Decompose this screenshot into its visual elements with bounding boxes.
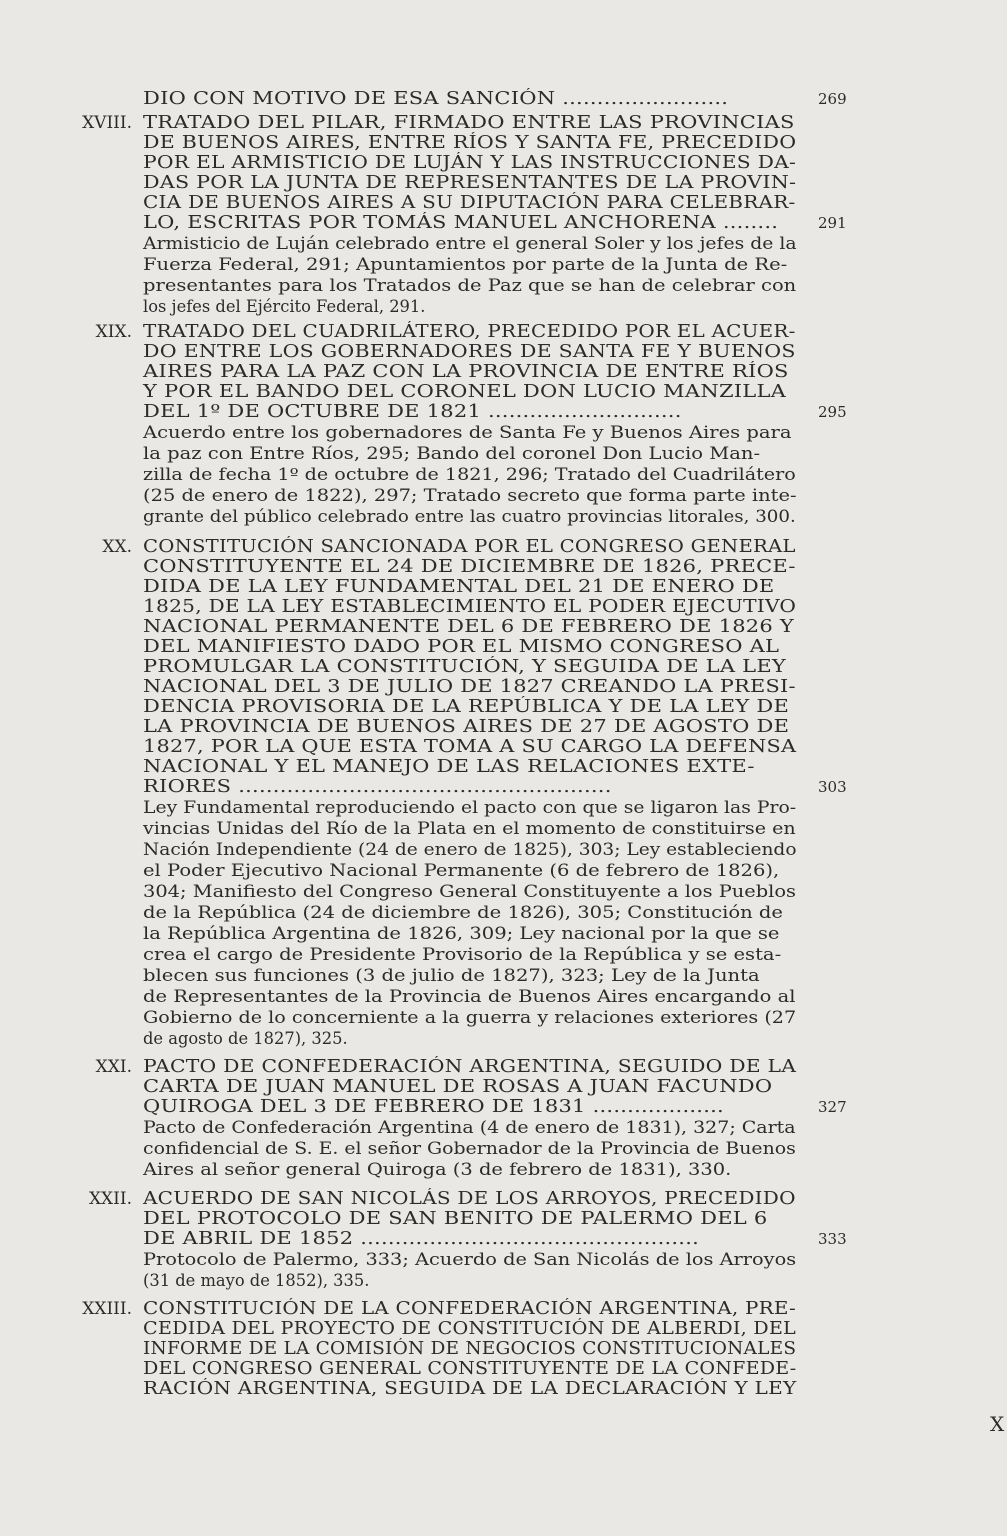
entry-heading-line: PACTO DE CONFEDERACIÓN ARGENTINA, SEGUIDO DE LA bbox=[143, 1057, 797, 1077]
entry-heading-line: DEL MANIFIESTO DADO POR EL MISMO CONGRESO AL bbox=[143, 637, 780, 657]
entry-heading-line: AIRES PARA LA PAZ CON LA PROVINCIA DE ENTRE RÍOS bbox=[143, 362, 789, 382]
entry-detail-line: crea el cargo de Presidente Provisorio de la República y se esta- bbox=[143, 945, 782, 964]
entry-heading-line: LO, ESCRITAS POR TOMÁS MANUEL ANCHORENA ........ bbox=[143, 213, 779, 233]
entry-heading-line: CIA DE BUENOS AIRES A SU DIPUTACIÓN PARA CELEBRAR- bbox=[143, 193, 796, 213]
entry-heading-line: LA PROVINCIA DE BUENOS AIRES DE 27 DE AGOSTO DE bbox=[143, 717, 790, 737]
entry-heading-line: TRATADO DEL CUADRILÁTERO, PRECEDIDO POR EL ACUER- bbox=[143, 322, 796, 342]
entry-heading-line: QUIROGA DEL 3 DE FEBRERO DE 1831 ................... bbox=[143, 1097, 724, 1117]
page-number: 295 bbox=[818, 403, 847, 421]
entry-detail-line: Ley Fundamental reproduciendo el pacto con que se ligaron las Pro- bbox=[143, 798, 797, 817]
entry-heading-line: RIORES ...................................................... bbox=[143, 777, 612, 797]
entry-heading-line: NACIONAL Y EL MANEJO DE LAS RELACIONES EXTE- bbox=[143, 757, 755, 777]
entry-heading-line: NACIONAL PERMANENTE DEL 6 DE FEBRERO DE 1826 Y bbox=[143, 617, 795, 637]
entry-detail-line: 304; Manifiesto del Congreso General Constituyente a los Pueblos bbox=[143, 882, 797, 901]
entry-heading-line: DIO CON MOTIVO DE ESA SANCIÓN ........................ bbox=[143, 89, 729, 109]
entry-detail-line: Pacto de Confederación Argentina (4 de enero de 1831), 327; Carta bbox=[143, 1118, 796, 1137]
entry-detail-line: (31 de mayo de 1852), 335. bbox=[143, 1271, 370, 1290]
entry-detail-line: Fuerza Federal, 291; Apuntamientos por parte de la Junta de Re- bbox=[143, 255, 788, 274]
entry-detail-line: de Representantes de la Provincia de Buenos Aires encargando al bbox=[143, 987, 796, 1006]
entry-detail-line: Gobierno de lo concerniente a la guerra y relaciones exteriores (27 bbox=[143, 1008, 797, 1027]
entry-heading-line: DEL CONGRESO GENERAL CONSTITUYENTE DE LA CONFEDE- bbox=[143, 1359, 797, 1379]
entry-numeral: XX. bbox=[102, 537, 132, 557]
entry-heading-line: DAS POR LA JUNTA DE REPRESENTANTES DE LA PROVIN- bbox=[143, 173, 797, 193]
entry-heading-line: 1827, POR LA QUE ESTA TOMA A SU CARGO LA DEFENSA bbox=[143, 737, 797, 757]
page-number: 269 bbox=[818, 90, 847, 108]
entry-heading-line: CEDIDA DEL PROYECTO DE CONSTITUCIÓN DE ALBERDI, DEL bbox=[143, 1319, 796, 1339]
entry-numeral: XVIII. bbox=[82, 113, 132, 133]
entry-detail-line: la República Argentina de 1826, 309; Ley nacional por la que se bbox=[143, 924, 780, 943]
entry-heading-line: Y POR EL BANDO DEL CORONEL DON LUCIO MANZILLA bbox=[143, 382, 787, 402]
entry-detail-line: grante del público celebrado entre las cuatro provincias litorales, 300. bbox=[143, 507, 796, 526]
entry-detail-line: Protocolo de Palermo, 333; Acuerdo de San Nicolás de los Arroyos bbox=[143, 1250, 797, 1269]
entry-detail-line: Nación Independiente (24 de enero de 1825), 303; Ley estableciendo bbox=[143, 840, 797, 859]
entry-heading-line: DO ENTRE LOS GOBERNADORES DE SANTA FE Y BUENOS bbox=[143, 342, 796, 362]
page-number: 303 bbox=[818, 778, 847, 796]
entry-heading-line: CARTA DE JUAN MANUEL DE ROSAS A JUAN FACUNDO bbox=[143, 1077, 773, 1097]
entry-heading-line: POR EL ARMISTICIO DE LUJÁN Y LAS INSTRUCCIONES DA- bbox=[143, 153, 797, 173]
entry-detail-line: blecen sus funciones (3 de julio de 1827), 323; Ley de la Junta bbox=[143, 966, 760, 985]
entry-detail-line: Acuerdo entre los gobernadores de Santa Fe y Buenos Aires para bbox=[143, 423, 792, 442]
entry-detail-line: presentantes para los Tratados de Paz que se han de celebrar con bbox=[143, 276, 797, 295]
entry-detail-line: de agosto de 1827), 325. bbox=[143, 1029, 348, 1048]
page-number: 327 bbox=[818, 1098, 847, 1116]
entry-heading-line: NACIONAL DEL 3 DE JULIO DE 1827 CREANDO LA PRESI- bbox=[143, 677, 796, 697]
entry-heading-line: 1825, DE LA LEY ESTABLECIMIENTO EL PODER EJECUTIVO bbox=[143, 597, 797, 617]
entry-heading-line: DENCIA PROVISORIA DE LA REPÚBLICA Y DE LA LEY DE bbox=[143, 697, 790, 717]
entry-detail-line: zilla de fecha 1º de octubre de 1821, 296; Tratado del Cuadrilátero bbox=[143, 465, 796, 484]
entry-heading-line: CONSTITUCIÓN SANCIONADA POR EL CONGRESO GENERAL bbox=[143, 537, 796, 557]
entry-detail-line: Aires al señor general Quiroga (3 de febrero de 1831), 330. bbox=[143, 1160, 732, 1179]
entry-numeral: XXII. bbox=[88, 1189, 132, 1209]
entry-detail-line: Armisticio de Luján celebrado entre el general Soler y los jefes de la bbox=[143, 234, 797, 253]
entry-heading-line: TRATADO DEL PILAR, FIRMADO ENTRE LAS PROVINCIAS bbox=[143, 113, 795, 133]
page-edge-mark: X bbox=[990, 1412, 1005, 1436]
entry-detail-line: la paz con Entre Ríos, 295; Bando del coronel Don Lucio Man- bbox=[143, 444, 761, 463]
entry-detail-line: vincias Unidas del Río de la Plata en el momento de constituirse en bbox=[143, 819, 796, 838]
entry-heading-line: DEL PROTOCOLO DE SAN BENITO DE PALERMO DEL 6 bbox=[143, 1209, 768, 1229]
entry-numeral: XXI. bbox=[95, 1057, 132, 1077]
page-number: 333 bbox=[818, 1230, 847, 1248]
entry-heading-line: DEL 1º DE OCTUBRE DE 1821 ............................ bbox=[143, 402, 682, 422]
entry-numeral: XXIII. bbox=[82, 1299, 132, 1319]
entry-detail-line: (25 de enero de 1822), 297; Tratado secreto que forma parte inte- bbox=[143, 486, 797, 505]
entry-heading-line: ACUERDO DE SAN NICOLÁS DE LOS ARROYOS, PRECEDIDO bbox=[143, 1189, 796, 1209]
page-number: 291 bbox=[818, 214, 847, 232]
entry-heading-line: CONSTITUYENTE EL 24 DE DICIEMBRE DE 1826, PRECE- bbox=[143, 557, 796, 577]
entry-detail-line: los jefes del Ejército Federal, 291. bbox=[143, 297, 426, 316]
entry-heading-line: DIDA DE LA LEY FUNDAMENTAL DEL 21 DE ENERO DE bbox=[143, 577, 775, 597]
entry-heading-line: DE BUENOS AIRES, ENTRE RÍOS Y SANTA FE, PRECEDIDO bbox=[143, 133, 797, 153]
entry-detail-line: de la República (24 de diciembre de 1826), 305; Constitución de bbox=[143, 903, 783, 922]
entry-heading-line: RACIÓN ARGENTINA, SEGUIDA DE LA DECLARACIÓN Y LEY bbox=[143, 1379, 797, 1399]
entry-heading-line: CONSTITUCIÓN DE LA CONFEDERACIÓN ARGENTINA, PRE- bbox=[143, 1299, 796, 1319]
entry-heading-line: INFORME DE LA COMISIÓN DE NEGOCIOS CONSTITUCIONALES bbox=[143, 1339, 797, 1359]
entry-detail-line: el Poder Ejecutivo Nacional Permanente (6 de febrero de 1826), bbox=[143, 861, 780, 880]
entry-numeral: XIX. bbox=[95, 322, 132, 342]
entry-detail-line: confidencial de S. E. el señor Gobernador de la Provincia de Buenos bbox=[143, 1139, 796, 1158]
entry-heading-line: DE ABRIL DE 1852 ................................................. bbox=[143, 1229, 700, 1249]
entry-heading-line: PROMULGAR LA CONSTITUCIÓN, Y SEGUIDA DE LA LEY bbox=[143, 657, 787, 677]
